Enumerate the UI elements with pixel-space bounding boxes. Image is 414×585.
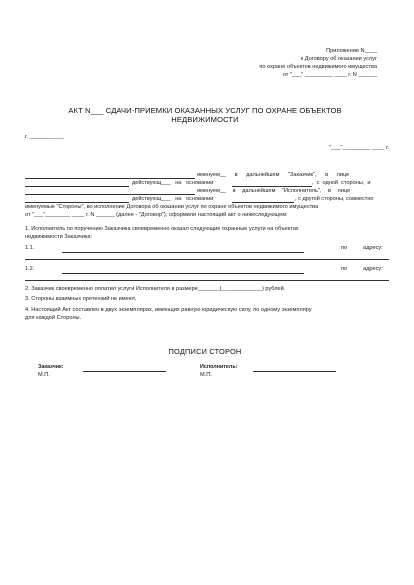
item1-2-address: адресу: (363, 266, 383, 272)
item4-line1: 4. Настоящий Акт составлен в двух экземплярах, имеющих равную юридическую силу, по одному экземпляру (25, 307, 312, 313)
parties-line4b: , с другой стороны, совместно (295, 196, 374, 202)
item1-1-address-line (25, 259, 389, 260)
parties-line3: именуем__ в дальнейшем "Исполнитель", в лице (197, 188, 351, 194)
executor-name-line (25, 194, 195, 195)
item1-2-po: по (341, 266, 348, 272)
executor-rep-line (25, 202, 129, 203)
item1-1-service-line (62, 252, 304, 253)
parties-line5: именуемые "Стороны", во исполнение Договора об оказании услуг по охране объектов недвижимого имущества (25, 204, 319, 210)
appendix-contract-ref: к Договору об оказании услуг (300, 56, 377, 62)
item1-1-label: 1.1. (25, 245, 35, 251)
executor-signature-line (253, 371, 336, 372)
parties-line2b: , с одной стороны, и (312, 180, 371, 186)
parties-line4a: действующ___ на основании (132, 196, 214, 202)
parties-line2a: действующ___ на основании (132, 180, 214, 186)
item1-line1: 1. Исполнитель по поручению Заказчика своевременно оказал следующие охранные услуги на объектах (25, 226, 299, 232)
item1-1-po: по (341, 245, 348, 251)
item1-line2: недвижимости Заказчика: (25, 234, 93, 240)
executor-signature-label: Исполнитель: (200, 364, 238, 370)
appendix-number: Приложение N____ (326, 48, 377, 54)
customer-rep-line (25, 186, 129, 187)
item3: 3. Стороны взаимных претензий не имеют. (25, 296, 137, 302)
appendix-date: от "___" _________ ____ г. N ______ (282, 72, 377, 78)
date-field: "___"_________ ____ г. (329, 145, 389, 151)
item1-2-service-line (62, 273, 304, 274)
customer-signature-label: Заказчик: (38, 364, 64, 370)
parties-line6: от "___"________ ____ г. N ______ (далее - "Договор"), оформили настоящий акт о нижеследующем: (25, 212, 288, 218)
executor-seal: М.П. (200, 372, 212, 378)
item2: 2. Заказчик своевременно оплатил услуги Исполнителя в размере_______(_____________) рублей. (25, 286, 286, 292)
customer-signature-line (83, 371, 166, 372)
executor-basis-line (232, 202, 294, 203)
place-field: г. ___________ (25, 134, 64, 140)
item1-2-address-line (25, 280, 389, 281)
customer-seal: М.П. (38, 372, 50, 378)
appendix-subject: по охране объектов недвижимого имущества (259, 64, 377, 70)
signatures-title: ПОДПИСИ СТОРОН (168, 347, 242, 356)
parties-line1: именуем__ в дальнейшем "Заказчик", в лице (197, 172, 350, 178)
document-title-line1: АКТ N___ СДАЧИ-ПРИЕМКИ ОКАЗАННЫХ УСЛУГ ПО ОХРАНЕ ОБЪЕКТОВ (68, 106, 342, 115)
customer-name-line (25, 178, 195, 179)
customer-basis-line (232, 186, 312, 187)
document-title-line2: НЕДВИЖИМОСТИ (171, 115, 239, 124)
item4-line2: для каждой Стороны. (25, 315, 82, 321)
item1-2-label: 1.2. (25, 266, 35, 272)
item1-1-address: адресу: (363, 245, 383, 251)
